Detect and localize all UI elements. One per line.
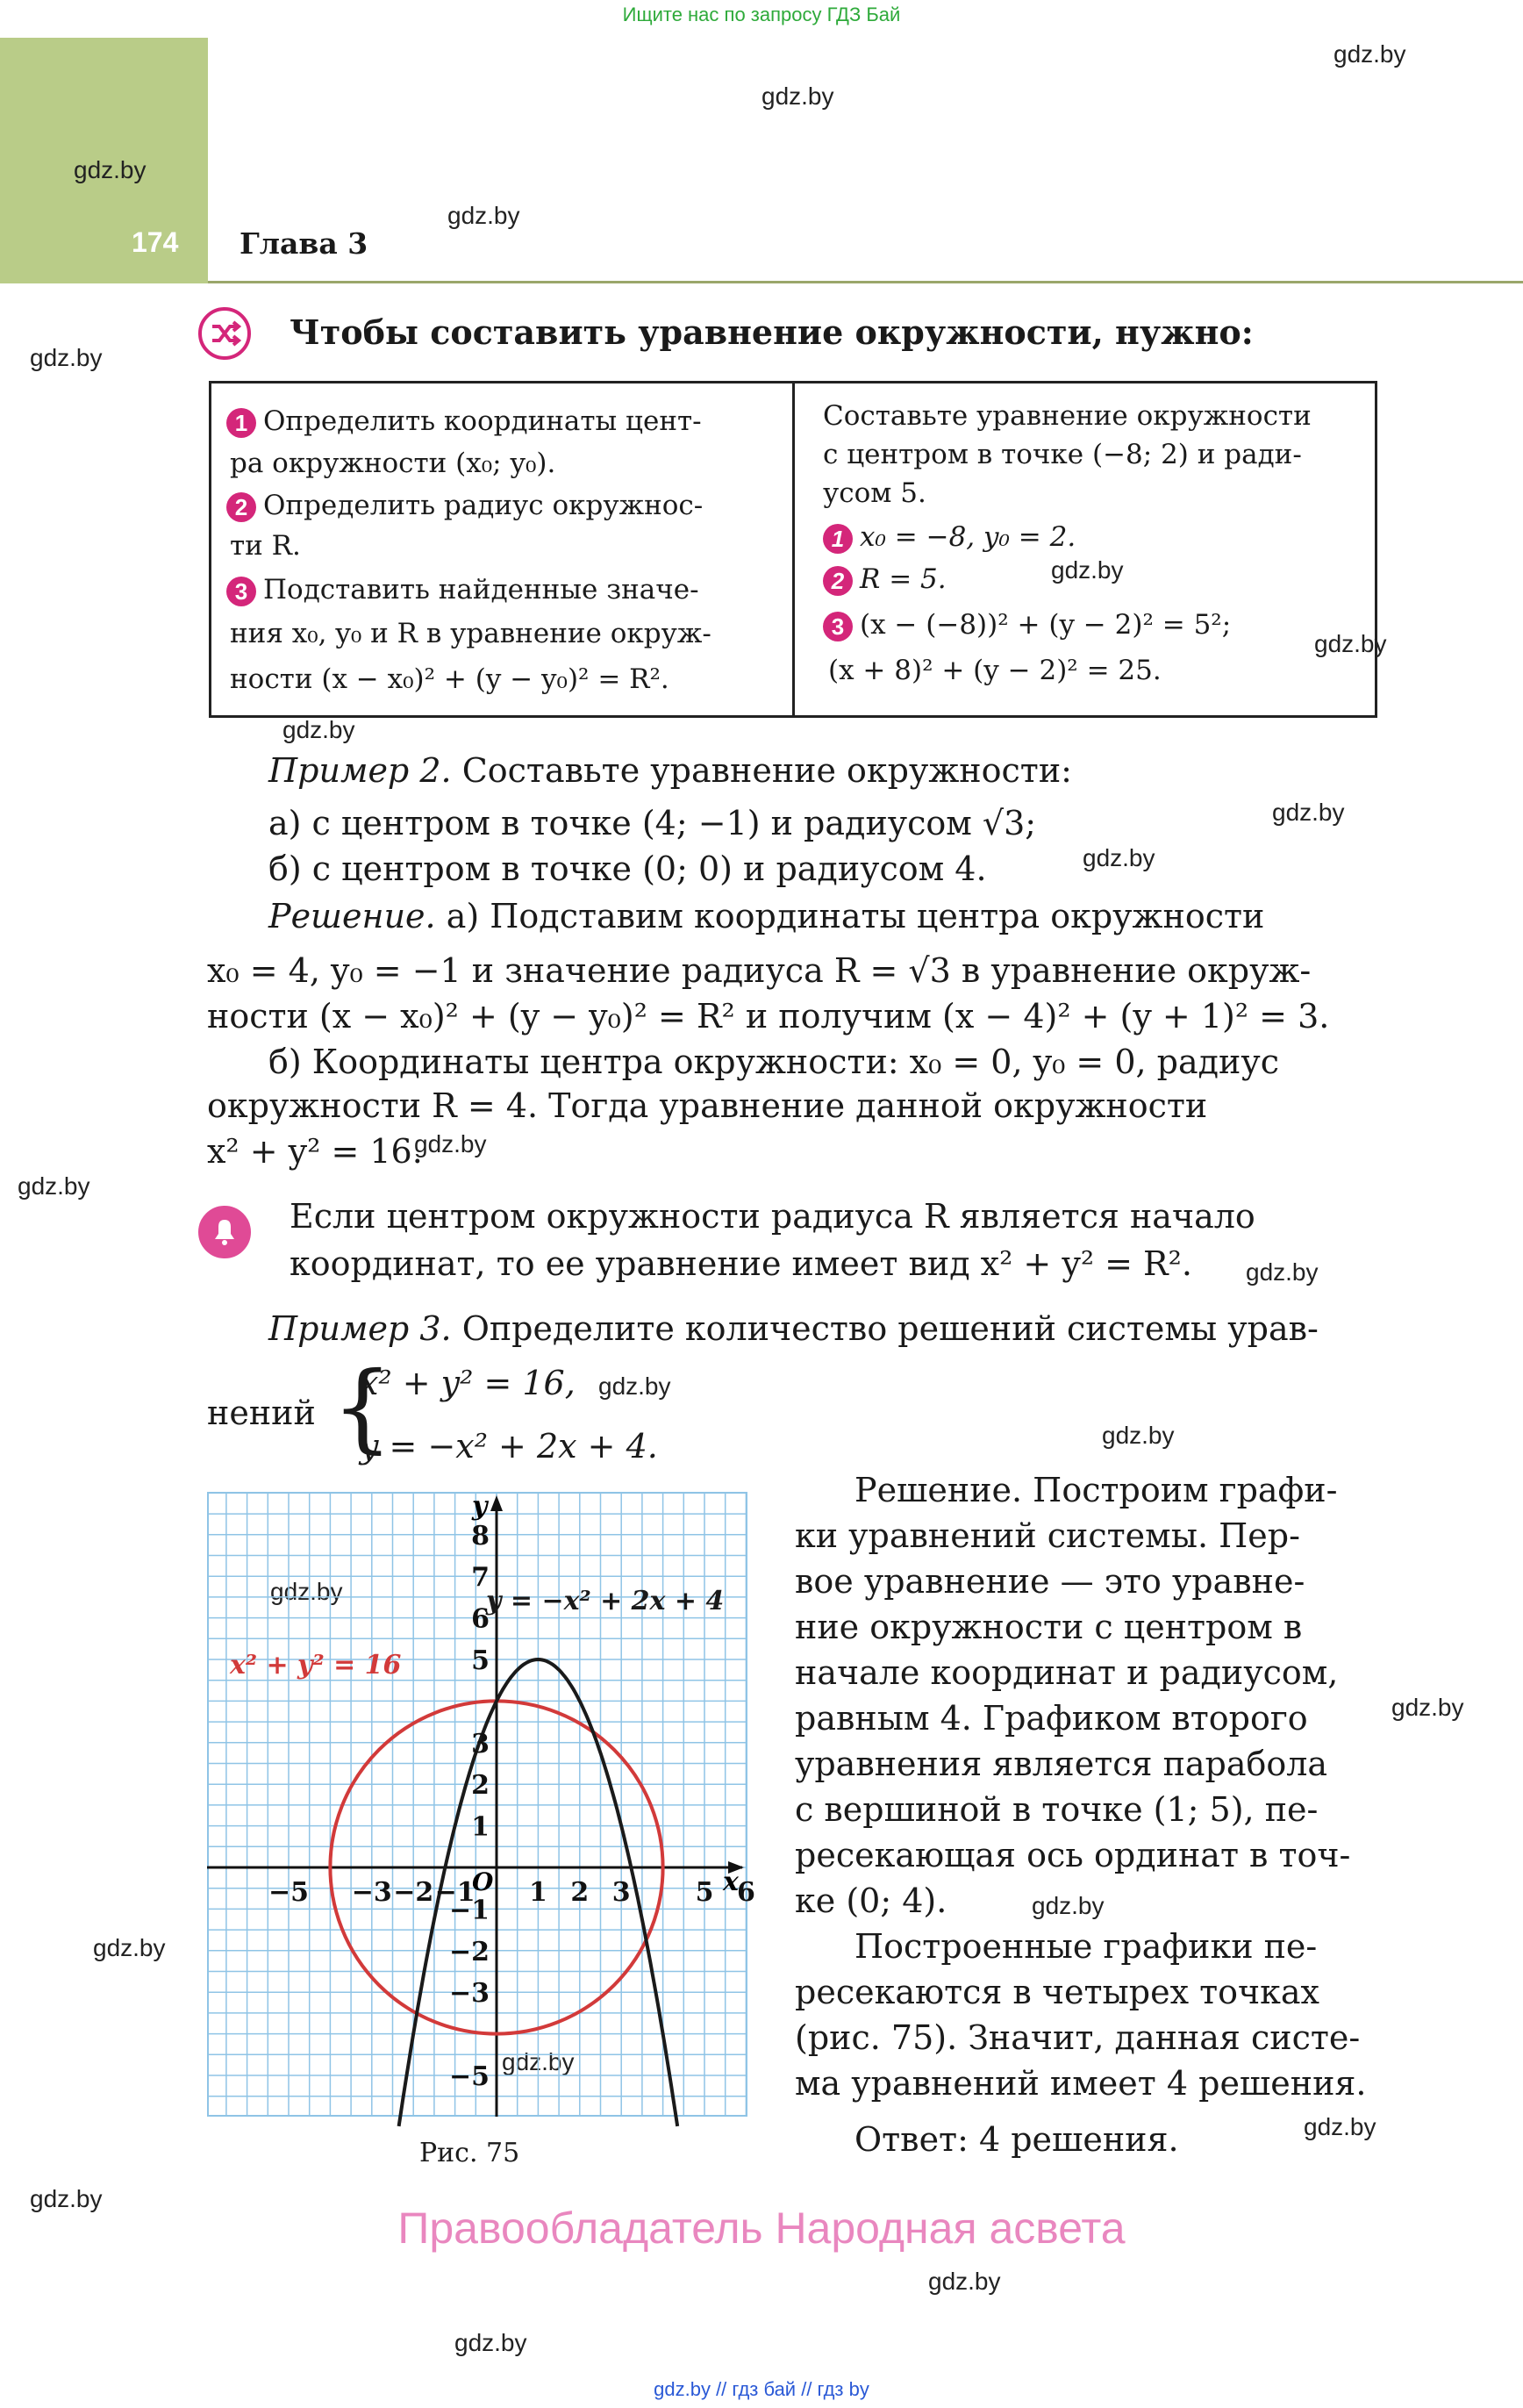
step-number: 1 (823, 524, 853, 554)
step-number: 2 (226, 492, 256, 522)
rights-footer: Правообладатель Народная асвета (397, 2204, 1126, 2253)
solution-line: б) Координаты центра окружности: x₀ = 0, y₀ = 0, радиус (268, 1043, 1280, 1081)
solution-line: ке (0; 4). (795, 1881, 947, 1920)
x-tick-label: 6 (736, 1877, 755, 1908)
solution-line: Решение. Построим графи- (854, 1471, 1338, 1509)
example2-a: а) с центром в точке (4; −1) и радиусом √3; (268, 804, 1037, 842)
example-label: Пример 2. (268, 751, 452, 790)
watermark: gdz.by (762, 82, 834, 110)
watermark: gdz.by (1272, 799, 1345, 826)
solution-line: окружности R = 4. Тогда уравнение данной окружности (207, 1086, 1208, 1125)
watermark: gdz.by (93, 1934, 166, 1961)
x-tick-label: −3 (351, 1877, 392, 1908)
example-task: Определите количество решений системы урав- (461, 1309, 1319, 1348)
solution-line: уравнения является парабола (795, 1745, 1328, 1783)
y-tick-label: 3 (471, 1728, 490, 1759)
example-text: с центром в точке (−8; 2) и ради- (823, 439, 1302, 470)
step-number: 2 (823, 566, 853, 596)
step-text: ности (x − x₀)² + (y − y₀)² = R². (230, 663, 669, 695)
solution-line: ма уравнений имеет 4 решения. (795, 2064, 1367, 2103)
solution-line: ки уравнений системы. Пер- (795, 1516, 1300, 1555)
x-axis-label: x (723, 1867, 739, 1897)
step-number: 1 (226, 408, 256, 438)
bottom-links[interactable]: gdz.by // гдз бай // гдз by (654, 2378, 869, 2400)
example-step: (x − (−8))² + (y − 2)² = 5²; (860, 609, 1232, 641)
watermark: gdz.by (30, 344, 103, 371)
x-tick-label: −1 (434, 1877, 475, 1908)
y-tick-label: −5 (448, 2061, 490, 2092)
watermark: gdz.by (1334, 40, 1406, 68)
y-tick-label: −2 (448, 1936, 490, 1967)
header-rule (208, 281, 1523, 283)
y-tick-label: 6 (471, 1603, 490, 1635)
note-line: координат, то ее уравнение имеет вид x² + y² = R². (290, 1244, 1192, 1283)
example-step: x₀ = −8, y₀ = 2. (860, 521, 1076, 553)
solution-text: а) Подставим координаты центра окружности (446, 897, 1265, 935)
step-text: ния x₀, y₀ и R в уравнение окруж- (230, 618, 711, 649)
solution-line: x₀ = 4, y₀ = −1 и значение радиуса R = √3 в уравнение окруж- (207, 951, 1312, 990)
page-number: 174 (132, 226, 179, 258)
example3-heading (268, 1306, 1319, 1351)
figure-75-graph (207, 1491, 755, 2117)
solution-label: Решение. (268, 897, 436, 935)
system-eq1: x² + y² = 16, (360, 1364, 576, 1402)
x-tick-label: −2 (393, 1877, 434, 1908)
solution-line (268, 893, 1264, 939)
watermark: gdz.by (447, 202, 520, 229)
watermark: gdz.by (1083, 844, 1155, 871)
watermark: gdz.by (270, 1578, 343, 1605)
step-number: 3 (226, 577, 256, 606)
y-axis-label: y (472, 1491, 488, 1522)
solution-line: ресекаются в четырех точках (795, 1973, 1319, 2011)
example2-b: б) с центром в точке (0; 0) и радиусом 4. (268, 849, 987, 888)
solution-line: с вершиной в точке (1; 5), пе- (795, 1790, 1319, 1829)
step-text: ти R. (230, 530, 301, 562)
example-label: Пример 3. (268, 1309, 452, 1348)
rule-title: Чтобы составить уравнение окружности, нужно: (290, 312, 1254, 352)
parabola-legend-label: y = −x² + 2x + 4 (486, 1585, 725, 1616)
watermark: gdz.by (502, 2048, 575, 2075)
figure-caption: Рис. 75 (419, 2138, 520, 2168)
system-eq2: y = −x² + 2x + 4. (360, 1427, 658, 1466)
shuffle-icon (198, 307, 251, 360)
rule-table-divider (792, 381, 795, 718)
watermark: gdz.by (414, 1130, 487, 1157)
example3-word: нений (207, 1394, 316, 1432)
x-tick-label: 5 (695, 1877, 714, 1908)
example-text: Составьте уравнение окружности (823, 400, 1312, 432)
x-tick-label: 3 (611, 1877, 631, 1908)
bell-icon (198, 1206, 251, 1258)
solution-line: ние окружности с центром в (795, 1608, 1303, 1646)
y-tick-label: −3 (448, 1978, 490, 2010)
watermark: gdz.by (282, 716, 355, 743)
watermark: gdz.by (1246, 1258, 1319, 1286)
step-text: Определить радиус окружнос- (263, 490, 704, 521)
solution-line: x² + y² = 16. (207, 1132, 423, 1171)
origin-label: O (472, 1867, 494, 1896)
circle-legend-label: x² + y² = 16 (230, 1650, 402, 1681)
solution-line: начале координат и радиусом, (795, 1653, 1339, 1692)
watermark: gdz.by (454, 2329, 527, 2356)
answer-line: Ответ: 4 решения. (854, 2120, 1179, 2159)
watermark: gdz.by (1314, 630, 1387, 657)
y-tick-label: 7 (471, 1562, 490, 1594)
y-axis-arrow (490, 1495, 503, 1511)
watermark: gdz.by (1032, 1892, 1105, 1919)
system-brace: { (332, 1351, 393, 1463)
watermark: gdz.by (1304, 2113, 1376, 2140)
y-tick-label: 1 (471, 1811, 490, 1843)
step-number: 3 (823, 612, 853, 641)
example-step: R = 5. (860, 563, 947, 595)
watermark: gdz.by (598, 1372, 671, 1400)
solution-line: вое уравнение — это уравне- (795, 1562, 1305, 1601)
solution-line: (рис. 75). Значит, данная систе- (795, 2018, 1361, 2057)
watermark: gdz.by (74, 156, 147, 183)
y-tick-label: 8 (471, 1520, 490, 1552)
y-tick-label: 5 (471, 1645, 490, 1676)
solution-line: ности (x − x₀)² + (y − y₀)² = R² и получим (x − 4)² + (y + 1)² = 3. (207, 997, 1330, 1036)
example2-heading (268, 748, 1072, 793)
watermark: gdz.by (1051, 556, 1124, 584)
watermark: gdz.by (18, 1172, 90, 1200)
watermark: gdz.by (928, 2268, 1001, 2295)
example-text: усом 5. (823, 477, 926, 509)
step-text: Подставить найденные значе- (263, 574, 699, 606)
example-final: (x + 8)² + (y − 2)² = 25. (828, 655, 1162, 686)
watermark: gdz.by (30, 2185, 103, 2212)
watermark: gdz.by (1391, 1694, 1464, 1721)
example-task: Составьте уравнение окружности: (461, 751, 1072, 790)
solution-line: равным 4. Графиком второго (795, 1699, 1308, 1738)
top-note: Ищите нас по запросу ГДЗ Бай (622, 4, 901, 25)
x-tick-label: −5 (268, 1877, 310, 1908)
x-tick-label: 2 (570, 1877, 590, 1908)
solution-line: Построенные графики пе- (854, 1927, 1318, 1966)
solution-line: ресекающая ось ординат в точ- (795, 1836, 1351, 1874)
x-tick-label: 1 (528, 1877, 547, 1908)
chapter-title: Глава 3 (240, 226, 368, 261)
note-line: Если центром окружности радиуса R является начало (290, 1197, 1255, 1236)
watermark: gdz.by (1102, 1422, 1175, 1449)
y-tick-label: 2 (471, 1770, 490, 1802)
step-text: Определить координаты цент- (263, 405, 702, 437)
y-tick-label: −1 (448, 1895, 490, 1926)
step-text: ра окружности (x₀; y₀). (230, 448, 556, 479)
